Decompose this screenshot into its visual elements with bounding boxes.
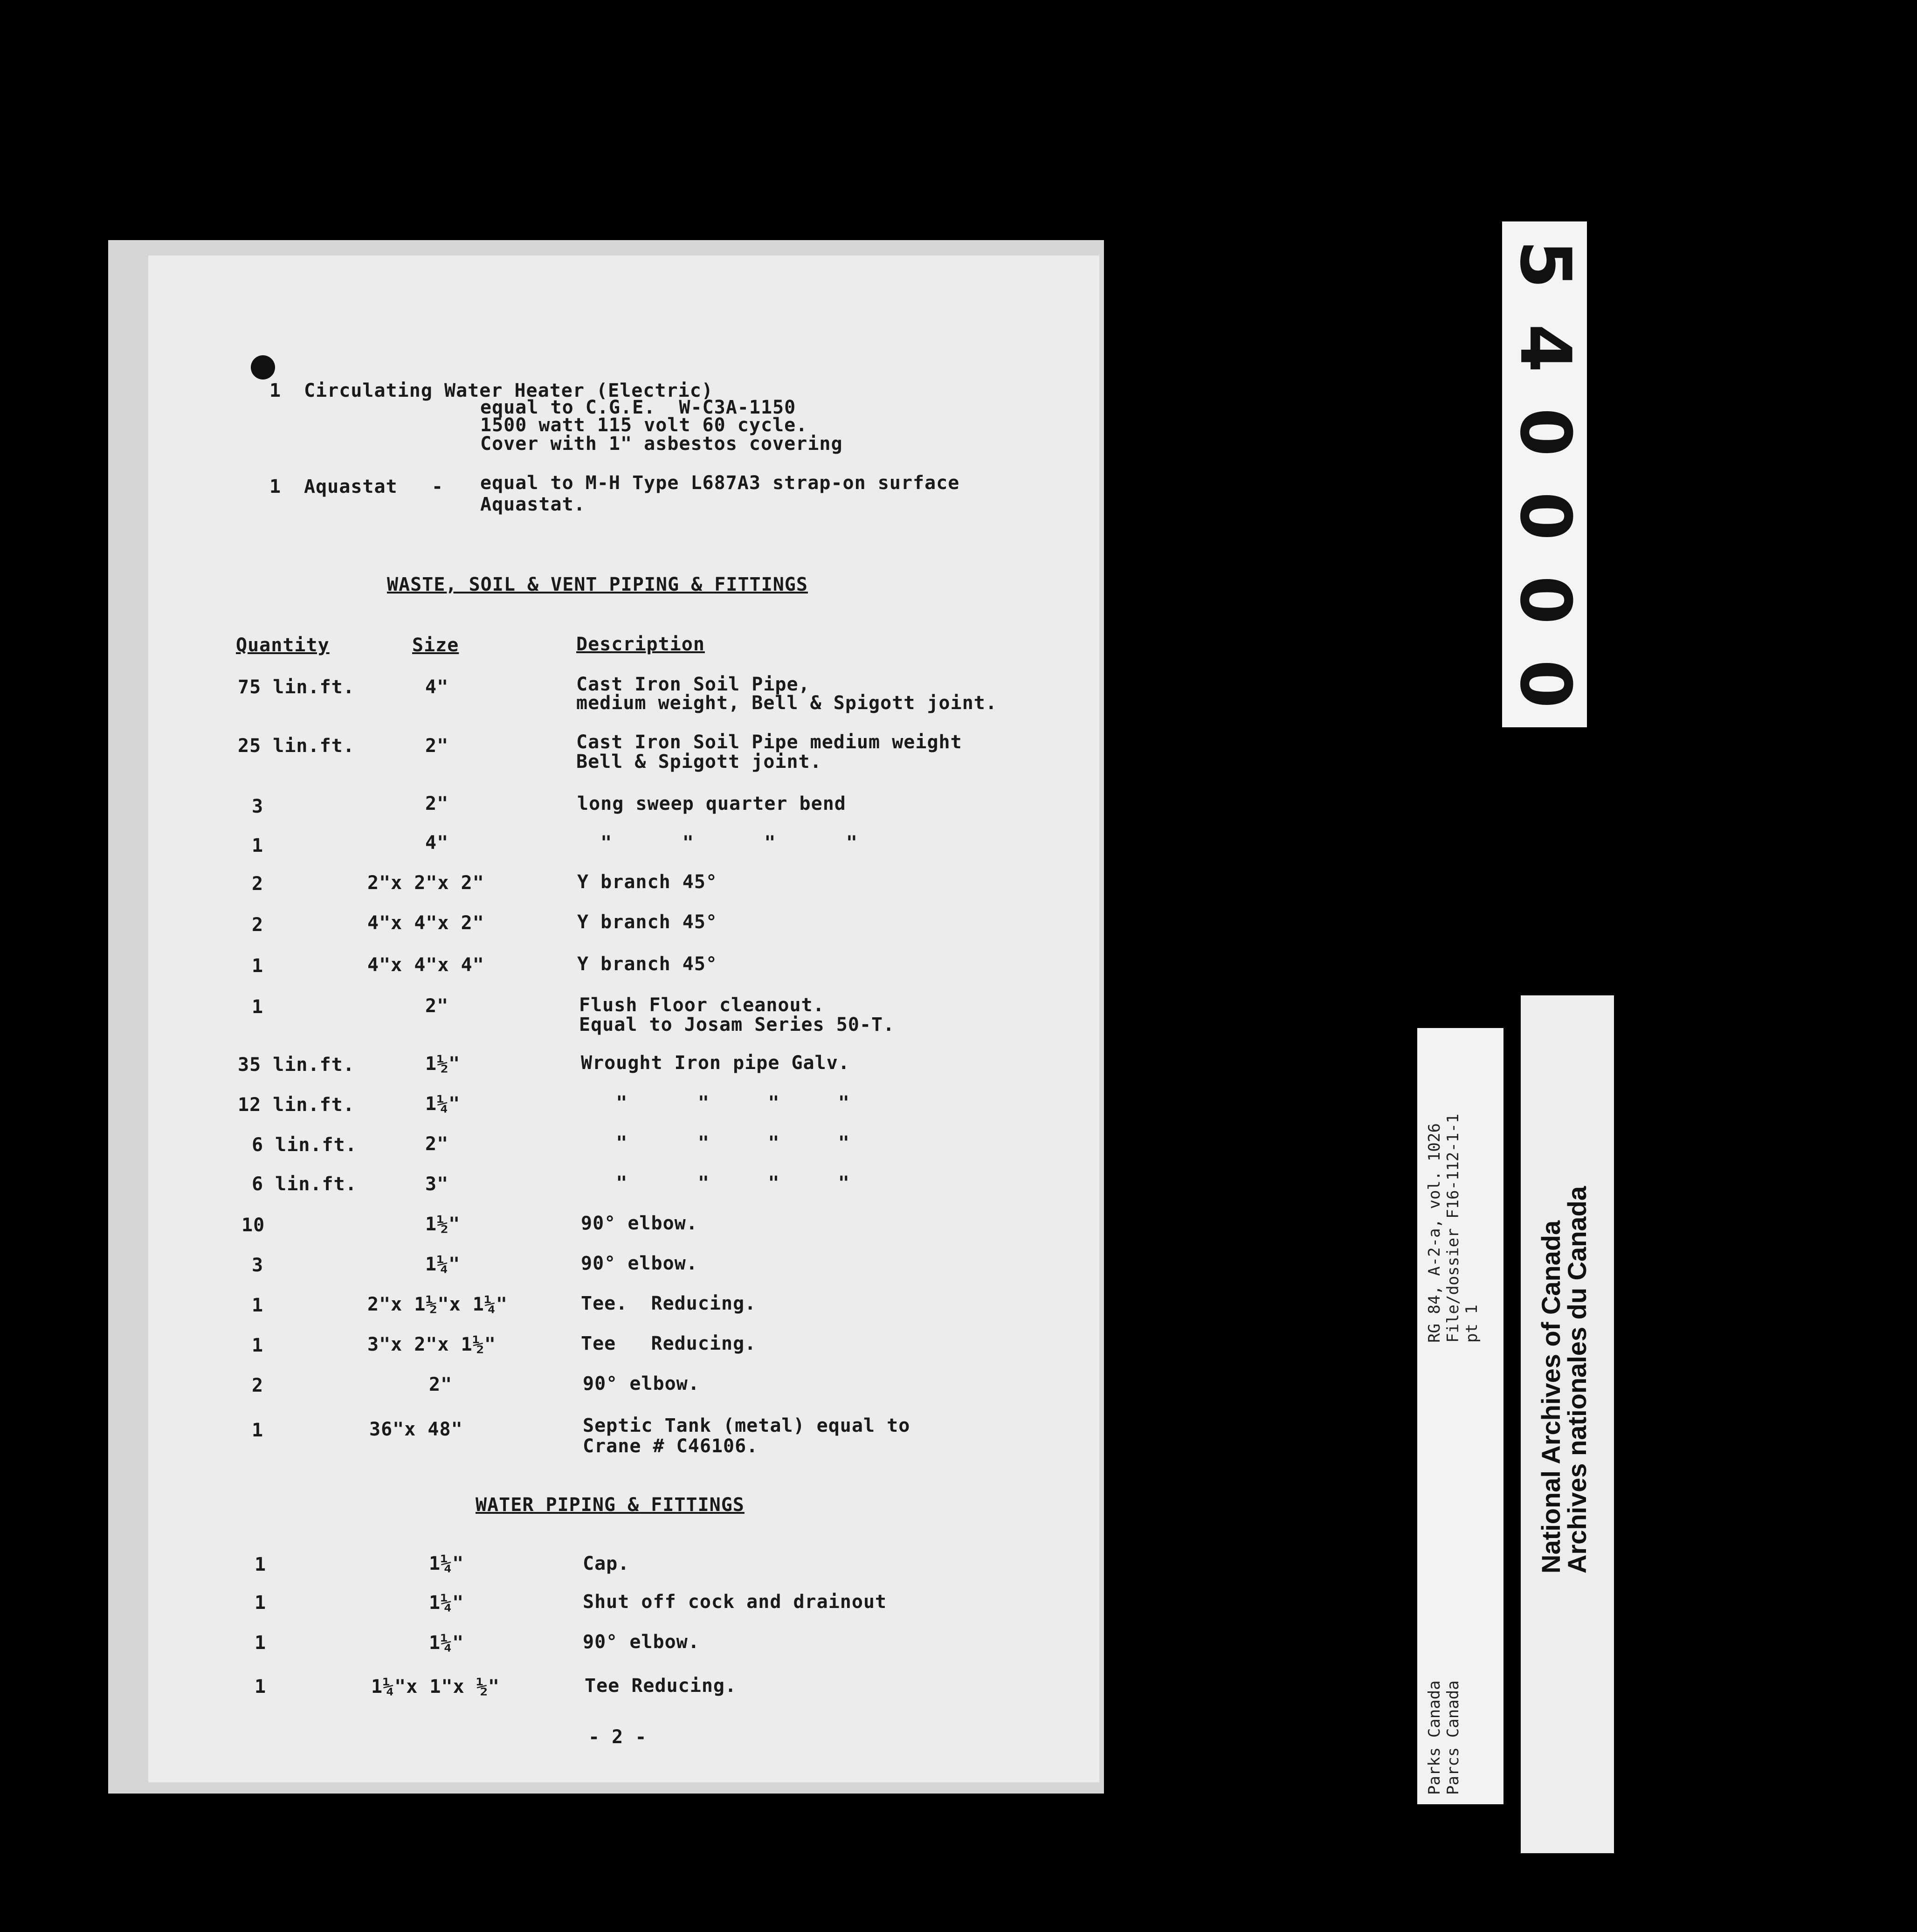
row-size: 2" [425, 995, 449, 1017]
row-size: 2" [425, 793, 449, 814]
frame-digit: 5 [1504, 240, 1586, 289]
frame-digit: 0 [1504, 659, 1586, 709]
item-detail: equal to C.G.E. W-C3A-1150 [480, 397, 796, 418]
row-desc: 90° elbow. [583, 1631, 700, 1653]
frame-digit: 4 [1504, 324, 1586, 373]
row-qty: 2 [252, 873, 264, 895]
frame-digit: 0 [1504, 575, 1586, 625]
row-desc: 90° elbow. [583, 1373, 700, 1394]
row-qty: 3 [252, 796, 264, 817]
row-desc: long sweep quarter bend [577, 793, 846, 814]
row-size: 2"x 2"x 2" [367, 872, 484, 894]
item-qty: 1 [269, 380, 282, 401]
frame-digit: 0 [1504, 407, 1586, 457]
row-qty: 2 [252, 1375, 264, 1396]
row-qty: 2 [252, 914, 264, 936]
row-desc: Cap. [583, 1553, 630, 1574]
row-qty: 6 lin.ft. [252, 1134, 357, 1156]
section-title: WATER PIPING & FITTINGS [476, 1494, 745, 1516]
row-qty: 12 lin.ft. [238, 1094, 355, 1116]
item-detail: Aquastat. [480, 494, 586, 515]
agency-name: Parks Canada [1425, 1680, 1444, 1795]
archives-name: Archives nationales du Canada [1562, 1186, 1592, 1573]
row-qty: 1 [252, 996, 264, 1018]
row-size: 1¼" [429, 1632, 464, 1654]
row-desc: 90° elbow. [581, 1213, 698, 1234]
row-qty: 75 lin.ft. [238, 676, 355, 698]
row-desc: Tee. Reducing. [581, 1293, 757, 1314]
item-qty: 1 [269, 476, 282, 497]
punch-hole [251, 355, 275, 380]
row-size: 4" [425, 832, 449, 854]
item-dash: - [432, 476, 444, 497]
archive-ref: RG 84, A-2-a, vol. 1026 [1425, 1123, 1444, 1343]
row-desc: Wrought Iron pipe Galv. [581, 1052, 850, 1074]
row-size: 1¼" [429, 1592, 464, 1614]
row-size: 1¼" [429, 1553, 464, 1574]
row-desc: Shut off cock and drainout [583, 1591, 887, 1613]
item-detail: Cover with 1" asbestos covering [480, 433, 843, 455]
row-size: 1¼" [425, 1093, 461, 1115]
row-size: 1¼" [425, 1254, 461, 1275]
frame-digit: 0 [1504, 491, 1586, 541]
row-qty: 6 lin.ft. [252, 1173, 357, 1195]
archive-ref: File/dossier F16-112-1-1 [1444, 1113, 1462, 1343]
row-desc: Septic Tank (metal) equal to [583, 1415, 910, 1436]
row-size: 3" [425, 1173, 449, 1195]
row-desc: Y branch 45° [577, 953, 717, 975]
row-size: 1¼"x 1"x ½" [371, 1676, 500, 1697]
row-qty: 1 [252, 955, 264, 977]
section-title: WASTE, SOIL & VENT PIPING & FITTINGS [387, 574, 808, 595]
item-name: Circulating Water Heater (Electric) [304, 380, 713, 401]
row-qty: 1 [255, 1676, 267, 1697]
agency-name: Parcs Canada [1444, 1680, 1462, 1795]
row-qty: 1 [255, 1632, 267, 1654]
row-desc: Equal to Josam Series 50-T. [579, 1014, 895, 1035]
column-header-description: Description [576, 634, 705, 655]
row-size: 2"x 1½"x 1¼" [367, 1294, 508, 1315]
row-desc: " " " " [577, 832, 858, 854]
row-qty: 35 lin.ft. [238, 1054, 355, 1076]
row-qty: 3 [252, 1255, 264, 1276]
row-desc: Tee Reducing. [581, 1333, 757, 1354]
row-qty: 1 [255, 1592, 267, 1614]
row-size: 4"x 4"x 4" [367, 954, 484, 976]
row-desc: Crane # C46106. [583, 1435, 759, 1457]
archive-ref: pt 1 [1462, 1304, 1481, 1343]
row-qty: 10 [241, 1214, 265, 1236]
row-size: 1½" [425, 1214, 461, 1235]
row-desc: Flush Floor cleanout. [579, 994, 825, 1016]
row-desc: medium weight, Bell & Spigott joint. [576, 692, 997, 714]
page-number: - 2 - [588, 1726, 647, 1748]
row-desc: Y branch 45° [577, 911, 717, 933]
item-detail: equal to M-H Type L687A3 strap-on surface [480, 472, 960, 494]
row-size: 36"x 48" [369, 1419, 463, 1440]
row-desc: " " " " [581, 1132, 850, 1154]
row-size: 2" [425, 1133, 449, 1155]
row-size: 2" [429, 1374, 453, 1395]
row-desc: " " " " [581, 1173, 850, 1194]
row-qty: 1 [252, 1295, 264, 1316]
column-header-size: Size [412, 635, 459, 656]
row-desc: Tee Reducing. [585, 1675, 737, 1697]
row-desc: Bell & Spigott joint. [576, 751, 822, 773]
row-desc: Y branch 45° [577, 871, 717, 893]
row-size: 4"x 4"x 2" [367, 912, 484, 934]
row-qty: 25 lin.ft. [238, 735, 355, 757]
row-size: 4" [425, 676, 449, 698]
row-size: 3"x 2"x 1½" [367, 1334, 496, 1355]
row-desc: 90° elbow. [581, 1253, 698, 1274]
row-qty: 1 [255, 1554, 267, 1575]
item-name: Aquastat [304, 476, 398, 497]
column-header-quantity: Quantity [236, 635, 330, 656]
frame-number [1504, 229, 1586, 719]
row-desc: Cast Iron Soil Pipe, [576, 674, 810, 695]
row-qty: 1 [252, 1420, 264, 1441]
archives-name: National Archives of Canada [1536, 1220, 1565, 1573]
row-size: 2" [425, 735, 449, 757]
item-detail: 1500 watt 115 volt 60 cycle. [480, 414, 808, 436]
row-size: 1½" [425, 1053, 461, 1075]
row-qty: 1 [252, 835, 264, 856]
row-desc: Cast Iron Soil Pipe medium weight [576, 731, 962, 753]
row-qty: 1 [252, 1335, 264, 1356]
row-desc: " " " " [581, 1092, 850, 1114]
